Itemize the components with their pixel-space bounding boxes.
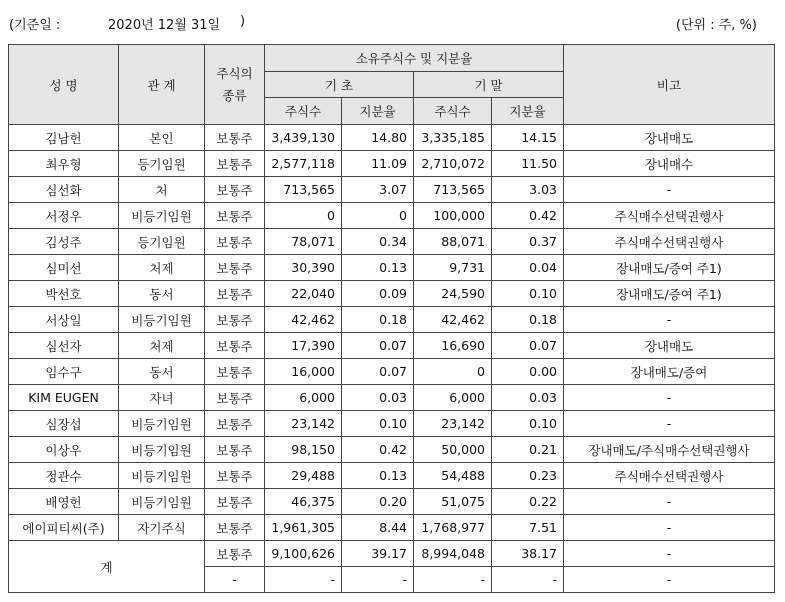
cell-end-ratio: 7.51 <box>492 515 564 541</box>
cell-begin-shares: 16,000 <box>265 359 342 385</box>
cell-begin-shares: 1,961,305 <box>265 515 342 541</box>
cell-relation: 동서 <box>119 359 205 385</box>
cell-name: 김남헌 <box>9 125 119 151</box>
header-ownership: 소유주식수 및 지분율 <box>265 45 564 72</box>
cell-name: 임수구 <box>9 359 119 385</box>
table-row <box>9 177 775 203</box>
cell-note: - <box>564 411 775 437</box>
cell-stock-type: 보통주 <box>205 437 265 463</box>
table-row <box>9 489 775 515</box>
cell-stock-type: 보통주 <box>205 463 265 489</box>
cell-name: 서정우 <box>9 203 119 229</box>
cell-end-ratio: 0.03 <box>492 385 564 411</box>
cell-end-ratio: 14.15 <box>492 125 564 151</box>
cell-end-shares: 51,075 <box>414 489 492 515</box>
cell-stock-type: 보통주 <box>205 177 265 203</box>
cell-begin-shares: 17,390 <box>265 333 342 359</box>
cell-note: 장내매도 <box>564 125 775 151</box>
cell-begin-ratio: 8.44 <box>342 515 414 541</box>
total-label: 계 <box>9 541 205 593</box>
cell-end-ratio: 0.18 <box>492 307 564 333</box>
cell-end-shares: 6,000 <box>414 385 492 411</box>
cell-stock-type: 보통주 <box>205 125 265 151</box>
cell-note: 장내매도/주식매수선택권행사 <box>564 437 775 463</box>
cell-name: 심선화 <box>9 177 119 203</box>
cell-end-ratio: 3.03 <box>492 177 564 203</box>
cell-note: - <box>564 515 775 541</box>
cell-begin-ratio: 0.03 <box>342 385 414 411</box>
cell-relation: 비등기임원 <box>119 307 205 333</box>
table-header <box>9 45 775 125</box>
cell-stock-type: 보통주 <box>205 385 265 411</box>
cell-end-ratio: 0.23 <box>492 463 564 489</box>
cell-stock-type: 보통주 <box>205 359 265 385</box>
cell-relation: 비등기임원 <box>119 411 205 437</box>
total-row <box>9 541 775 567</box>
cell-note: 장내매도/증여 주1) <box>564 255 775 281</box>
total-cell-note: - <box>564 567 775 593</box>
header-end-ratio: 지분율 <box>492 98 564 125</box>
cell-begin-shares: 3,439,130 <box>265 125 342 151</box>
total-cell-begin-ratio: - <box>342 567 414 593</box>
cell-note: 주식매수선택권행사 <box>564 229 775 255</box>
basis-date-label: (기준일 : <box>9 18 61 33</box>
cell-begin-ratio: 0.42 <box>342 437 414 463</box>
table-body <box>9 125 775 593</box>
cell-begin-shares: 0 <box>265 203 342 229</box>
table-row <box>9 437 775 463</box>
cell-relation: 비등기임원 <box>119 203 205 229</box>
cell-end-shares: 88,071 <box>414 229 492 255</box>
cell-stock-type: 보통주 <box>205 151 265 177</box>
cell-begin-ratio: 0 <box>342 203 414 229</box>
total-cell-end-ratio: - <box>492 567 564 593</box>
header-end-shares: 주식수 <box>414 98 492 125</box>
cell-stock-type: 보통주 <box>205 515 265 541</box>
cell-note: 장내매도/증여 주1) <box>564 281 775 307</box>
header-begin-shares: 주식수 <box>265 98 342 125</box>
cell-end-shares: 0 <box>414 359 492 385</box>
cell-relation: 비등기임원 <box>119 489 205 515</box>
cell-end-ratio: 0.10 <box>492 411 564 437</box>
cell-note: 장내매수 <box>564 151 775 177</box>
table-row <box>9 229 775 255</box>
cell-begin-ratio: 0.07 <box>342 359 414 385</box>
cell-name: 심장섭 <box>9 411 119 437</box>
cell-name: 심미선 <box>9 255 119 281</box>
cell-begin-shares: 22,040 <box>265 281 342 307</box>
cell-begin-ratio: 3.07 <box>342 177 414 203</box>
table-row <box>9 359 775 385</box>
header-stock-type: 주식의 종류 <box>205 45 265 125</box>
cell-begin-shares: 42,462 <box>265 307 342 333</box>
cell-relation: 처 <box>119 177 205 203</box>
cell-begin-ratio: 0.13 <box>342 463 414 489</box>
cell-relation: 자녀 <box>119 385 205 411</box>
cell-end-ratio: 0.00 <box>492 359 564 385</box>
cell-end-shares: 100,000 <box>414 203 492 229</box>
cell-note: - <box>564 385 775 411</box>
cell-begin-ratio: 0.10 <box>342 411 414 437</box>
cell-end-shares: 24,590 <box>414 281 492 307</box>
total-cell-stock-type: - <box>205 567 265 593</box>
cell-begin-shares: 78,071 <box>265 229 342 255</box>
cell-stock-type: 보통주 <box>205 203 265 229</box>
cell-begin-shares: 6,000 <box>265 385 342 411</box>
header-begin-ratio: 지분율 <box>342 98 414 125</box>
cell-relation: 본인 <box>119 125 205 151</box>
cell-name: 심선자 <box>9 333 119 359</box>
table-row <box>9 333 775 359</box>
total-cell-begin-ratio: 39.17 <box>342 541 414 567</box>
cell-relation: 처제 <box>119 333 205 359</box>
cell-note: - <box>564 307 775 333</box>
cell-end-shares: 16,690 <box>414 333 492 359</box>
table-row <box>9 255 775 281</box>
cell-relation: 동서 <box>119 281 205 307</box>
cell-end-ratio: 0.37 <box>492 229 564 255</box>
cell-begin-shares: 713,565 <box>265 177 342 203</box>
cell-relation: 등기임원 <box>119 229 205 255</box>
total-cell-note: - <box>564 541 775 567</box>
table-row <box>9 307 775 333</box>
shareholder-table <box>8 44 775 593</box>
table-row <box>9 125 775 151</box>
cell-begin-ratio: 0.18 <box>342 307 414 333</box>
cell-stock-type: 보통주 <box>205 255 265 281</box>
header-note: 비고 <box>564 45 775 125</box>
cell-end-ratio: 0.10 <box>492 281 564 307</box>
cell-begin-ratio: 11.09 <box>342 151 414 177</box>
table-row <box>9 385 775 411</box>
cell-note: 장내매도 <box>564 333 775 359</box>
table-row <box>9 411 775 437</box>
total-cell-end-shares: - <box>414 567 492 593</box>
cell-end-shares: 9,731 <box>414 255 492 281</box>
cell-begin-ratio: 0.13 <box>342 255 414 281</box>
cell-begin-shares: 2,577,118 <box>265 151 342 177</box>
table-row <box>9 151 775 177</box>
cell-begin-shares: 29,488 <box>265 463 342 489</box>
cell-name: 김성주 <box>9 229 119 255</box>
header-relation: 관 계 <box>119 45 205 125</box>
cell-end-ratio: 0.42 <box>492 203 564 229</box>
total-cell-end-shares: 8,994,048 <box>414 541 492 567</box>
cell-stock-type: 보통주 <box>205 489 265 515</box>
cell-end-ratio: 0.22 <box>492 489 564 515</box>
cell-note: 장내매도/증여 <box>564 359 775 385</box>
cell-name: 정관수 <box>9 463 119 489</box>
cell-end-ratio: 0.21 <box>492 437 564 463</box>
cell-begin-ratio: 14.80 <box>342 125 414 151</box>
header-name: 성 명 <box>9 45 119 125</box>
cell-note: - <box>564 489 775 515</box>
cell-relation: 등기임원 <box>119 151 205 177</box>
header-end: 기 말 <box>414 72 564 98</box>
total-cell-begin-shares: - <box>265 567 342 593</box>
cell-end-shares: 54,488 <box>414 463 492 489</box>
cell-note: 주식매수선택권행사 <box>564 463 775 489</box>
cell-name: 최우형 <box>9 151 119 177</box>
cell-note: - <box>564 177 775 203</box>
cell-stock-type: 보통주 <box>205 229 265 255</box>
cell-relation: 비등기임원 <box>119 463 205 489</box>
cell-end-ratio: 11.50 <box>492 151 564 177</box>
cell-stock-type: 보통주 <box>205 411 265 437</box>
cell-stock-type: 보통주 <box>205 307 265 333</box>
cell-begin-shares: 46,375 <box>265 489 342 515</box>
cell-begin-ratio: 0.09 <box>342 281 414 307</box>
cell-relation: 자기주식 <box>119 515 205 541</box>
cell-begin-shares: 23,142 <box>265 411 342 437</box>
cell-end-shares: 23,142 <box>414 411 492 437</box>
total-cell-end-ratio: 38.17 <box>492 541 564 567</box>
cell-end-shares: 1,768,977 <box>414 515 492 541</box>
cell-note: 주식매수선택권행사 <box>564 203 775 229</box>
basis-date-close: ) <box>240 14 246 29</box>
cell-end-ratio: 0.07 <box>492 333 564 359</box>
cell-begin-shares: 30,390 <box>265 255 342 281</box>
total-cell-stock-type: 보통주 <box>205 541 265 567</box>
cell-end-shares: 50,000 <box>414 437 492 463</box>
cell-relation: 비등기임원 <box>119 437 205 463</box>
cell-name: 이상우 <box>9 437 119 463</box>
cell-end-ratio: 0.04 <box>492 255 564 281</box>
cell-end-shares: 42,462 <box>414 307 492 333</box>
cell-name: 에이피티씨(주) <box>9 515 119 541</box>
table-row <box>9 463 775 489</box>
cell-begin-shares: 98,150 <box>265 437 342 463</box>
cell-end-shares: 713,565 <box>414 177 492 203</box>
header-begin: 기 초 <box>265 72 414 98</box>
table-row <box>9 203 775 229</box>
total-cell-begin-shares: 9,100,626 <box>265 541 342 567</box>
unit-label: (단위 : 주, %) <box>675 18 757 33</box>
cell-relation: 처제 <box>119 255 205 281</box>
cell-begin-ratio: 0.34 <box>342 229 414 255</box>
cell-begin-ratio: 0.20 <box>342 489 414 515</box>
cell-stock-type: 보통주 <box>205 281 265 307</box>
table-row <box>9 281 775 307</box>
cell-end-shares: 3,335,185 <box>414 125 492 151</box>
cell-name: 배영헌 <box>9 489 119 515</box>
table-row <box>9 515 775 541</box>
cell-name: 서상일 <box>9 307 119 333</box>
cell-begin-ratio: 0.07 <box>342 333 414 359</box>
cell-stock-type: 보통주 <box>205 333 265 359</box>
cell-end-shares: 2,710,072 <box>414 151 492 177</box>
cell-name: 박선호 <box>9 281 119 307</box>
basis-date-value: 2020년 12월 31일 <box>108 18 221 33</box>
cell-name: KIM EUGEN <box>9 385 119 411</box>
